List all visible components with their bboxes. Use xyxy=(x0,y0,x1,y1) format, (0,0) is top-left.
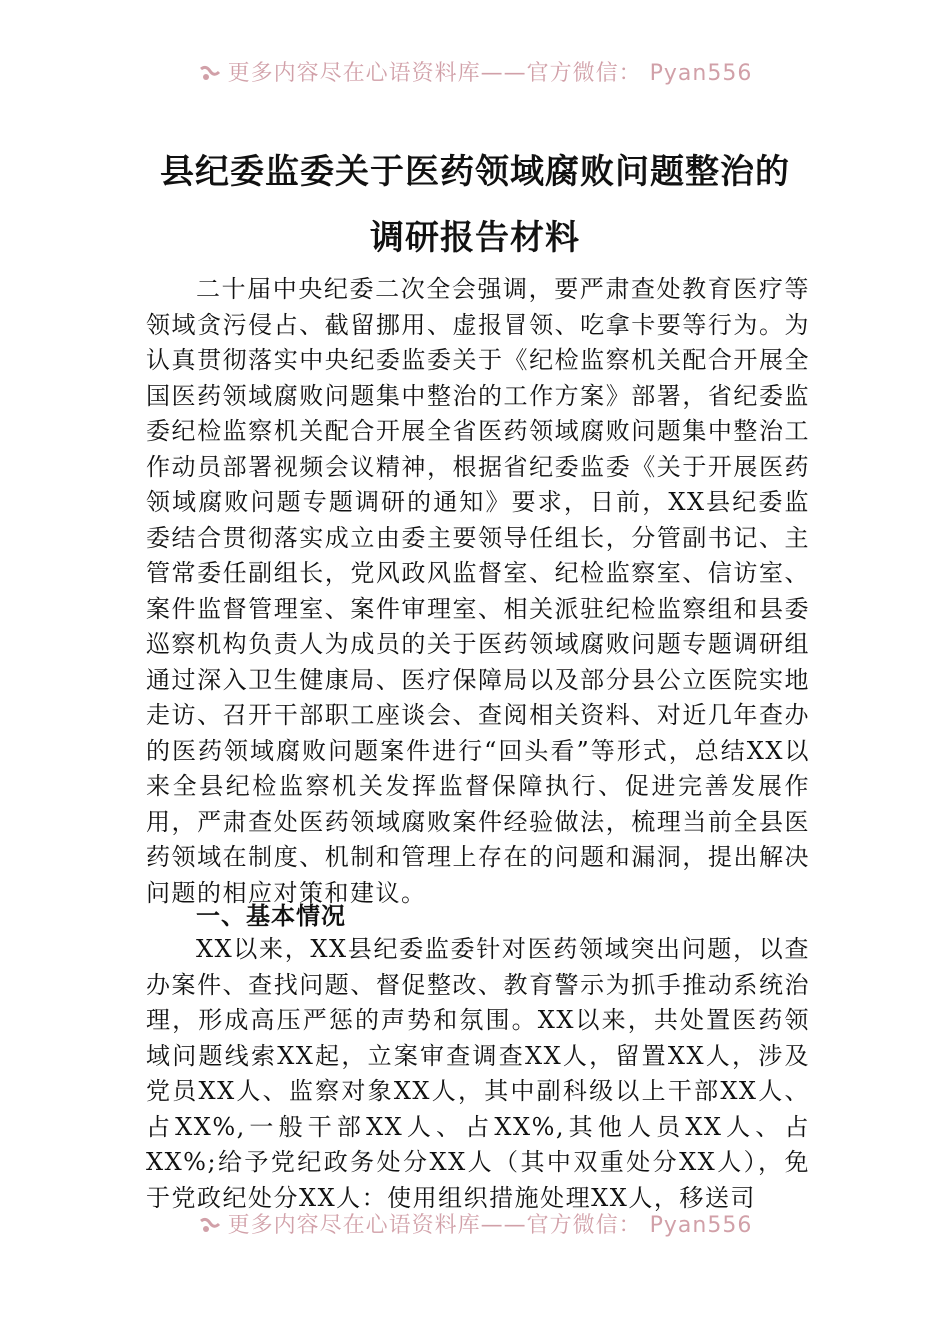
document-title-line-1: 县纪委监委关于医药领域腐败问题整治的 xyxy=(160,152,790,192)
paragraph-basic-situation: XX以来，XX县纪委监委针对医药领域突出问题，以查办案件、查找问题、督促整改、教育警示为抓手推动系统治理，形成高压严惩的声势和氛围。XX以来，共处置医药领域问题线索XX起，立案审查调查XX人，留置XX人，涉及党员XX人、监察对象XX人，其中副科级以上干部XX人、占XX%,一般干部XX人、占XX%,其他人员XX人、占XX%;给予党纪政务处分XX人（其中双重处分XX人），免于党政纪处分XX人：使用组织措施处理XX人，移送司 xyxy=(146,935,810,1212)
watermark-logo-icon xyxy=(198,1215,222,1235)
watermark-logo-icon xyxy=(198,63,222,83)
section-heading-basic: 一、基本情况 xyxy=(196,902,346,930)
watermark-bottom xyxy=(0,1208,950,1239)
document-title-line-2: 调研报告材料 xyxy=(370,218,580,258)
paragraph-intro: 二十届中央纪委二次全会强调，要严肃查处教育医疗等领域贪污侵占、截留挪用、虚报冒领、吃拿卡要等行为。为认真贯彻落实中央纪委监委关于《纪检监察机关配合开展全国医药领域腐败问题集中整治的工作方案》部署，省纪委监委纪检监察机关配合开展全省医药领域腐败问题集中整治工作动员部署视频会议精神，根据省纪委监委《关于开展医药领域腐败问题专题调研的通知》要求，日前，XX县纪委监委结合贯彻落实成立由委主要领导任组长，分管副书记、主管常委任副组长，党风政风监督室、纪检监察室、信访室、案件监督管理室、案件审理室、相关派驻纪检监察组和县委巡察机构负责人为成员的关于医药领域腐败问题专题调研组通过深入卫生健康局、医疗保障局以及部分县公立医院实地走访、召开干部职工座谈会、查阅相关资料、对近几年查办的医药领域腐败问题案件进行“回头看”等形式，总结XX以来全县纪检监察机关发挥监督保障执行、促进完善发展作用，严肃查处医药领域腐败案件经验做法，梳理当前全县医药领域在制度、机制和管理上存在的问题和漏洞，提出解决问题的相应对策和建议。 xyxy=(146,275,810,907)
watermark-text: 更多内容尽在心语资料库——官方微信： Pyan556 xyxy=(227,61,753,86)
watermark-text: 更多内容尽在心语资料库——官方微信： Pyan556 xyxy=(227,1213,753,1238)
watermark-top xyxy=(0,56,950,87)
